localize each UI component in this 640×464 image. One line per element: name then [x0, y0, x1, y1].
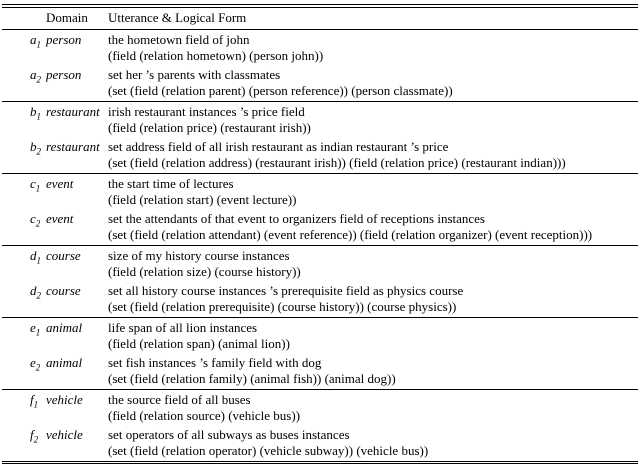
- utterance-lf-cell: [108, 173, 638, 209]
- domain-group: [2, 101, 638, 173]
- example-row: [2, 29, 638, 65]
- utterance-text: the start time of lectures: [108, 175, 234, 191]
- example-id-subscript: 1: [36, 39, 41, 50]
- utterance-lf-cell: [108, 317, 638, 353]
- utterance-text: size of my history course instances: [108, 247, 290, 263]
- utterance-lf-cell: [108, 29, 638, 65]
- domain-cell: animal: [46, 317, 108, 353]
- example-id-subscript: 1: [36, 111, 41, 122]
- utterance-lf-cell: [108, 137, 638, 173]
- example-id-letter: b: [30, 139, 37, 154]
- logical-form-text: (field (relation span) (animal lion)): [108, 335, 290, 351]
- domain-group: [2, 29, 638, 101]
- example-id: [2, 353, 46, 389]
- example-id-letter: a: [30, 31, 37, 47]
- example-id: [2, 209, 46, 245]
- logical-form-text: (set (field (relation address) (restaurant irish)) (field (relation price) (restaurant indian))): [108, 155, 566, 170]
- example-id-letter: f: [30, 391, 34, 407]
- example-row: [2, 209, 638, 245]
- utterance-lf-cell: [108, 353, 638, 389]
- example-id-letter: a: [30, 67, 37, 82]
- example-id: [2, 389, 46, 425]
- logical-form-text: (set (field (relation parent) (person reference)) (person classmate)): [108, 83, 453, 98]
- logical-form-text: (field (relation hometown) (person john)): [108, 47, 324, 63]
- utterance-text: irish restaurant instances ’s price field: [108, 103, 305, 119]
- example-id-subscript: 1: [35, 327, 41, 338]
- example-row: [2, 389, 638, 425]
- domain-group: [2, 389, 638, 461]
- example-row: [2, 245, 638, 281]
- domain-cell: course: [46, 245, 108, 281]
- domain-cell: person: [46, 29, 108, 65]
- header-id: [2, 7, 46, 29]
- example-id-subscript: 2: [36, 146, 41, 157]
- domain-group: [2, 317, 638, 389]
- example-id-letter: b: [30, 103, 37, 119]
- domain-group: [2, 173, 638, 245]
- example-row: [2, 137, 638, 173]
- example-row: [2, 425, 638, 461]
- utterance-lf-cell: [108, 425, 638, 461]
- utterance-lf-cell: [108, 281, 638, 317]
- header-domain: Domain: [46, 7, 108, 29]
- example-id: [2, 101, 46, 137]
- domain-cell: course: [46, 283, 81, 298]
- utterance-text: life span of all lion instances: [108, 319, 258, 335]
- utterance-text: set her ’s parents with classmates: [108, 67, 281, 82]
- domain-cell: animal: [46, 355, 83, 370]
- table-header: [2, 7, 638, 29]
- example-id: [2, 65, 46, 101]
- example-row: [2, 173, 638, 209]
- domain-cell: person: [46, 67, 82, 82]
- example-id-letter: f: [30, 427, 34, 442]
- header-row: [2, 7, 638, 29]
- example-id: [2, 29, 46, 65]
- header-utterance: Utterance & Logical Form: [108, 7, 638, 29]
- example-id-letter: d: [30, 247, 37, 263]
- utterance-text: set fish instances ’s family field with dog: [108, 355, 322, 370]
- domain-cell: event: [46, 211, 74, 226]
- example-id-subscript: 2: [36, 290, 41, 301]
- example-id-subscript: 1: [35, 183, 41, 194]
- example-row: [2, 353, 638, 389]
- domain-cell: vehicle: [46, 427, 83, 442]
- utterance-lf-cell: [108, 389, 638, 425]
- logical-form-text: (field (relation size) (course history)): [108, 263, 301, 279]
- example-id: [2, 317, 46, 353]
- examples-table-wrapper: [2, 4, 638, 464]
- utterance-text: the hometown field of john: [108, 31, 250, 47]
- logical-form-text: (set (field (relation operator) (vehicle subway)) (vehicle bus)): [108, 443, 429, 458]
- logical-form-text: (field (relation price) (restaurant irish)): [108, 119, 311, 135]
- example-row: [2, 101, 638, 137]
- utterance-text: set the attendants of that event to organizers field of receptions instances: [108, 211, 485, 226]
- examples-table: [2, 7, 638, 462]
- domain-group: [2, 245, 638, 317]
- logical-form-text: (set (field (relation attendant) (event reference)) (field (relation organizer) (event reception))): [108, 227, 593, 242]
- example-id: [2, 245, 46, 281]
- domain-cell: vehicle: [46, 389, 108, 425]
- utterance-text: set operators of all subways as buses instances: [108, 427, 350, 442]
- example-id-letter: e: [30, 319, 36, 335]
- example-row: [2, 317, 638, 353]
- example-id-subscript: 2: [36, 74, 41, 85]
- utterance-text: the source field of all buses: [108, 391, 251, 407]
- example-id: [2, 281, 46, 317]
- example-id-subscript: 2: [35, 362, 41, 373]
- example-id-subscript: 1: [36, 255, 41, 266]
- example-row: [2, 65, 638, 101]
- example-row: [2, 281, 638, 317]
- logical-form-text: (set (field (relation prerequisite) (course history)) (course physics)): [108, 299, 457, 314]
- utterance-text: set all history course instances ’s prerequisite field as physics course: [108, 283, 464, 298]
- logical-form-text: (set (field (relation family) (animal fish)) (animal dog)): [108, 371, 396, 386]
- logical-form-text: (field (relation source) (vehicle bus)): [108, 407, 301, 423]
- example-id-letter: c: [30, 175, 36, 191]
- domain-cell: restaurant: [46, 101, 108, 137]
- example-id: [2, 173, 46, 209]
- example-id-subscript: 2: [35, 218, 41, 229]
- utterance-lf-cell: [108, 209, 638, 245]
- domain-cell: restaurant: [46, 139, 100, 154]
- utterance-lf-cell: [108, 245, 638, 281]
- logical-form-text: (field (relation start) (event lecture)): [108, 191, 297, 207]
- example-id: [2, 425, 46, 461]
- example-id: [2, 137, 46, 173]
- example-id-letter: e: [30, 355, 36, 370]
- domain-cell: event: [46, 173, 108, 209]
- utterance-text: set address field of all irish restaurant as indian restaurant ’s price: [108, 139, 449, 154]
- example-id-letter: d: [30, 283, 37, 298]
- example-id-subscript: 2: [33, 434, 39, 445]
- utterance-lf-cell: [108, 65, 638, 101]
- example-id-letter: c: [30, 211, 36, 226]
- example-id-subscript: 1: [33, 399, 39, 410]
- utterance-lf-cell: [108, 101, 638, 137]
